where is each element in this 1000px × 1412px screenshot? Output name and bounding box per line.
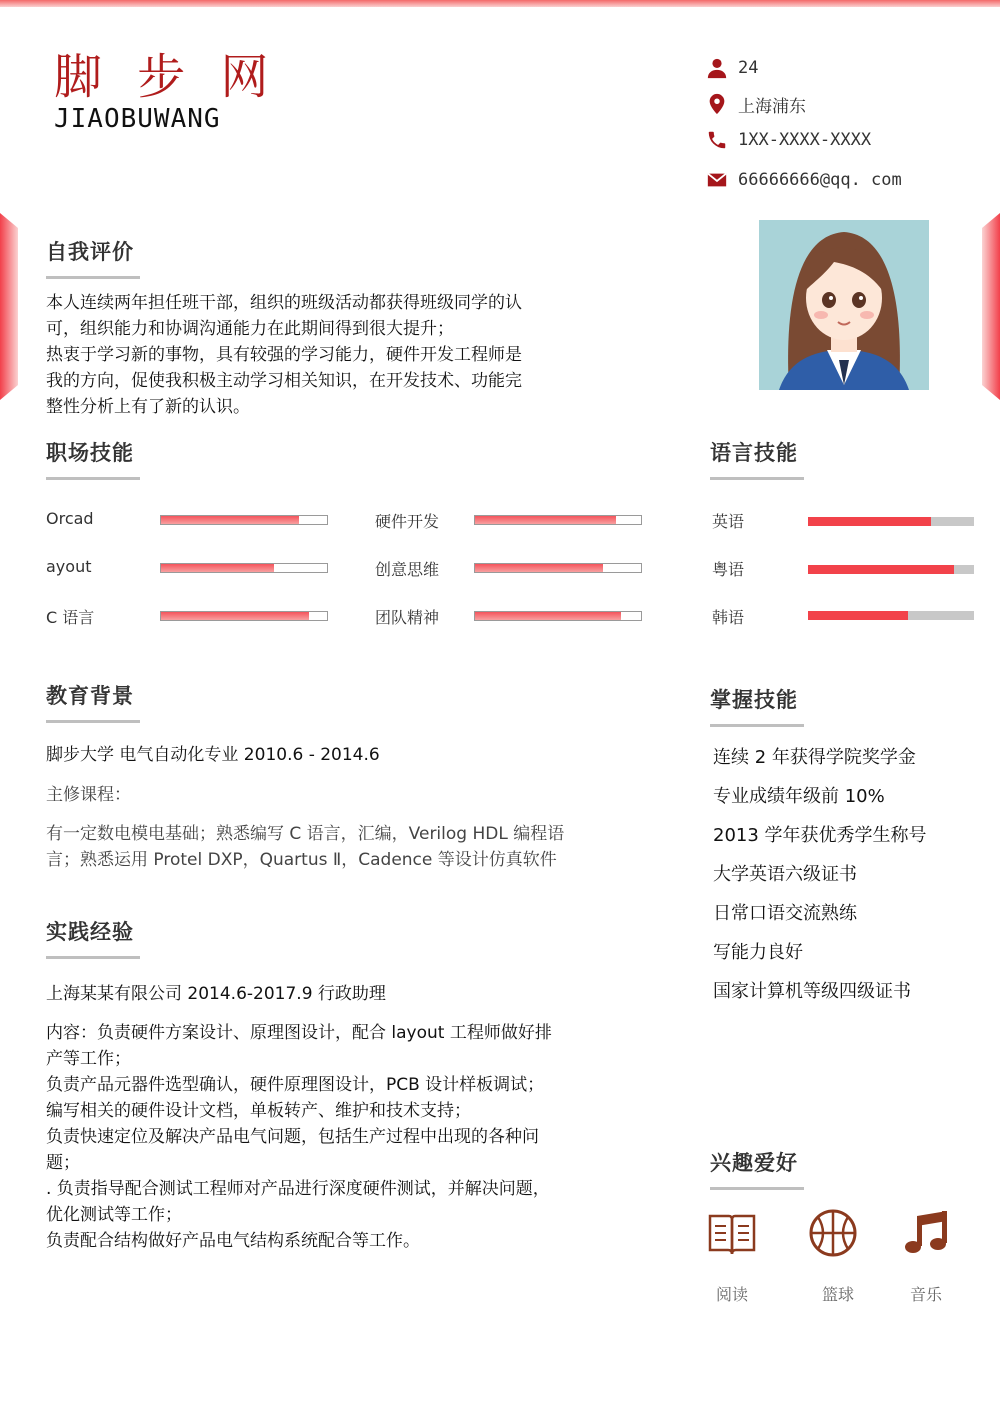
lang-label: 英语 [712,512,745,531]
work-skills-heading [46,437,140,480]
skill-bar-fill [161,564,274,572]
phone-text: 1XX-XXXX-XXXX [738,130,872,150]
education-heading [46,680,140,723]
practice-line: 负责产品元器件选型确认，硬件原理图设计，PCB 设计样板调试； [46,1075,545,1095]
location-pin-icon [706,93,728,115]
ability-item: 2013 学年获优秀学生称号 [713,825,927,846]
practice-company: 上海某某有限公司 2014.6-2017.9 行政助理 [46,984,386,1004]
ability-item: 专业成绩年级前 10% [713,786,885,807]
practice-line: 产等工作； [46,1049,131,1069]
avatar-photo [759,220,929,390]
practice-body [46,1020,552,1254]
lang-bar-fill [808,611,908,620]
skill-bar [474,563,642,573]
lang-bar [808,611,974,620]
self-eval-underline [46,276,140,279]
lang-bar-fill [808,565,954,574]
location-text: 上海浦东 [738,96,806,117]
practice-underline [46,956,140,959]
practice-line: 负责快速定位及解决产品电气问题，包括生产过程中出现的各种问 [46,1127,539,1147]
education-courses [46,821,564,873]
contact-email [706,162,902,198]
self-eval-line: 可，组织能力和协调沟通能力在此期间得到很大提升； [46,319,454,339]
self-eval-body [46,290,522,420]
self-eval-line: 整性分析上有了新的认识。 [46,397,250,417]
lang-bar-fill [808,517,931,526]
skill-bar [160,611,328,621]
practice-line: 内容：负责硬件方案设计、原理图设计，配合 layout 工程师做好排 [46,1023,552,1043]
skill-bar [474,515,642,525]
name-chinese: 脚 步 网 [54,49,279,105]
mail-icon [706,169,728,191]
music-note-icon [902,1208,952,1258]
self-eval-line: 本人连续两年担任班干部，组织的班级活动都获得班级同学的认 [46,293,522,313]
education-school: 脚步大学 电气自动化专业 2010.6 - 2014.6 [46,745,380,765]
skill-bar-fill [475,564,603,572]
skill-bar-fill [161,612,309,620]
abilities-title: 掌握技能 [710,688,798,712]
abilities-underline [710,724,804,727]
practice-line: 优化测试等工作； [46,1205,182,1225]
work-skills-underline [46,477,140,480]
ability-item: 写能力良好 [713,942,803,963]
hobbies-underline [710,1187,804,1190]
lang-skills-underline [710,477,804,480]
contact-phone [706,122,902,158]
basketball-icon [808,1208,858,1258]
skill-label: 创意思维 [375,560,440,579]
lang-label: 韩语 [712,608,745,627]
skill-label: Orcad [46,509,94,528]
self-eval-line: 我的方向，促使我积极主动学习相关知识，在开发技术、功能完 [46,371,522,391]
email-text: 66666666@qq. com [738,170,902,190]
practice-heading [46,916,140,959]
lang-bar [808,517,974,526]
book-icon [707,1210,757,1260]
skill-bar [160,515,328,525]
lang-label: 粤语 [712,560,745,579]
ability-item: 日常口语交流熟练 [713,903,857,924]
contact-info [706,50,902,198]
skill-bar [160,563,328,573]
work-skills-title: 职场技能 [46,441,134,465]
skill-bar-fill [475,612,621,620]
practice-line: . 负责指导配合测试工程师对产品进行深度硬件测试，并解决问题， [46,1179,550,1199]
age-text: 24 [738,58,759,78]
ability-item: 连续 2 年获得学院奖学金 [713,747,916,768]
practice-title: 实践经验 [46,920,134,944]
self-eval-line: 热衷于学习新的事物，具有较强的学习能力，硬件开发工程师是 [46,345,522,365]
hobby-label-reading: 阅读 [715,1285,748,1304]
left-side-ribbon [0,213,18,400]
skill-bar [474,611,642,621]
skill-bar-fill [161,516,299,524]
lang-bar [808,565,974,574]
ability-item: 大学英语六级证书 [713,864,857,885]
phone-icon [706,129,728,151]
skill-bar-fill [475,516,616,524]
education-title: 教育背景 [46,684,134,708]
hobbies-title: 兴趣爱好 [710,1151,798,1175]
self-eval-title: 自我评价 [46,240,134,264]
practice-line: 编写相关的硬件设计文档，单板转产、维护和技术支持； [46,1101,471,1121]
hobby-label-basketball: 篮球 [821,1285,854,1304]
course-line: 言；熟悉运用 Protel DXP，Quartus Ⅱ，Cadence 等设计仿真软件 [46,850,557,870]
top-accent-bar [0,0,1000,7]
education-underline [46,720,140,723]
skill-label: ayout [46,557,92,576]
person-icon [706,57,728,79]
right-side-ribbon [982,213,1000,400]
hobbies-heading [710,1147,804,1190]
self-eval-heading [46,236,140,279]
skill-label: 团队精神 [375,608,440,627]
education-course-label: 主修课程： [46,785,131,805]
skill-label: C 语言 [46,608,95,627]
course-line: 有一定数电模电基础；熟悉编写 C 语言，汇编，Verilog HDL 编程语 [46,824,565,844]
abilities-heading [710,684,804,727]
lang-skills-title: 语言技能 [710,441,798,465]
ability-item: 国家计算机等级四级证书 [713,981,911,1002]
skill-label: 硬件开发 [375,512,440,531]
practice-line: 题； [46,1153,80,1173]
name-english: JIAOBUWANG [54,104,221,134]
lang-skills-heading [710,437,804,480]
hobby-label-music: 音乐 [909,1285,942,1304]
contact-age [706,50,902,86]
contact-location [706,86,902,122]
practice-line: 负责配合结构做好产品电气结构系统配合等工作。 [46,1231,420,1251]
